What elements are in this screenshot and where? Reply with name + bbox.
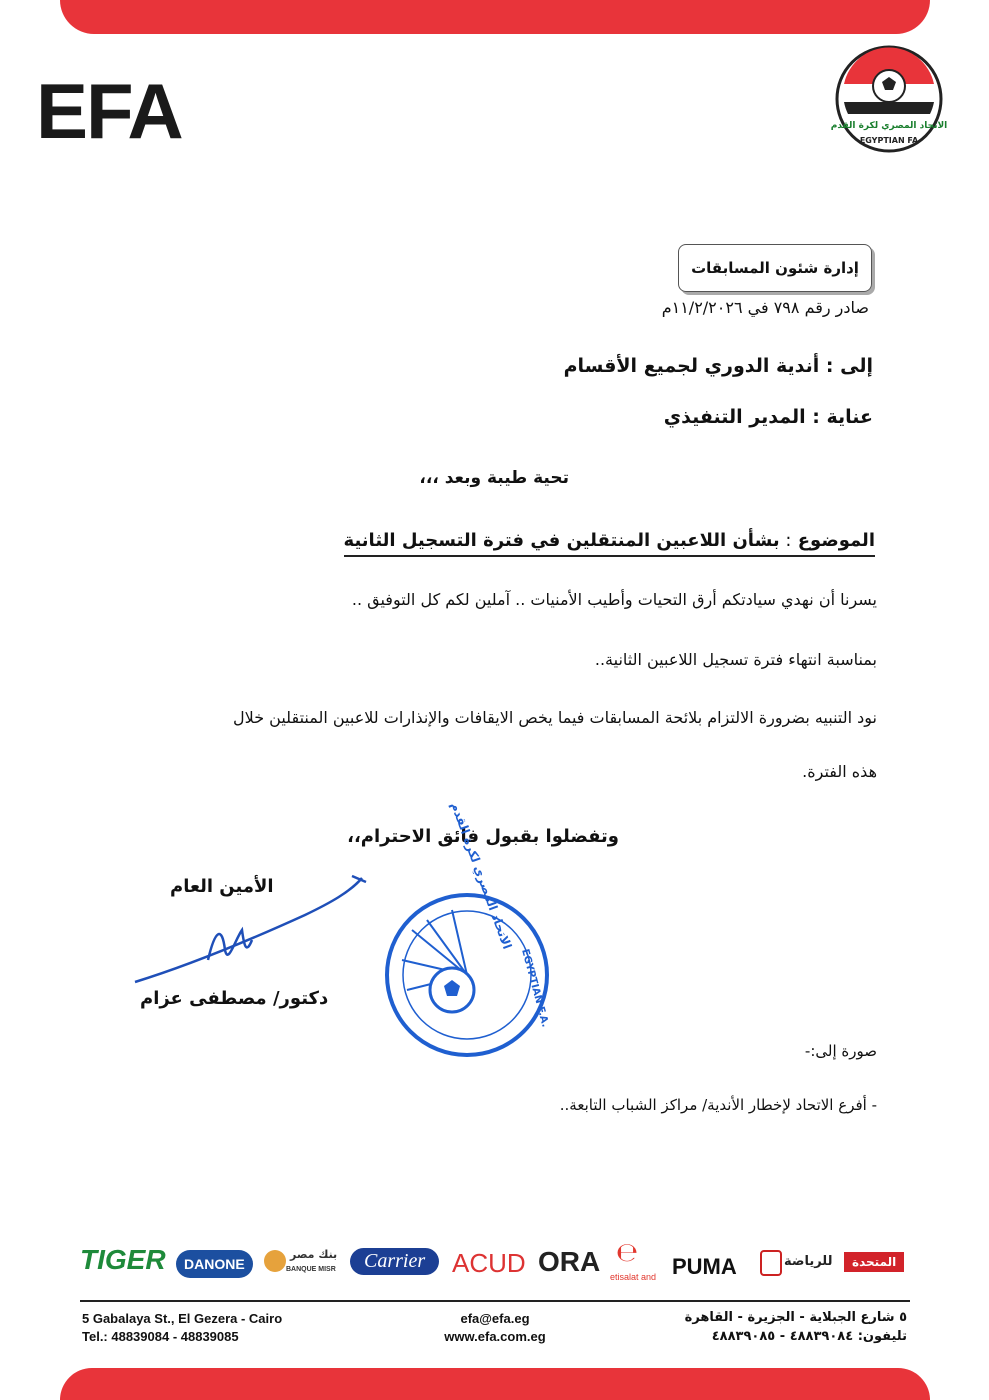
subject-label: الموضوع xyxy=(797,530,875,551)
sponsor-logos xyxy=(80,1238,910,1298)
sponsor-carrier: Carrier xyxy=(350,1248,439,1275)
sponsor-danone: DANONE xyxy=(176,1250,253,1278)
greeting: تحية طيبة وبعد ،،، xyxy=(419,468,569,488)
address-en-line-1: 5 Gabalaya St., El Gezera - Cairo xyxy=(82,1311,283,1326)
attention-label: عناية xyxy=(826,406,873,428)
subject-line: الموضوع : بشأن اللاعبين المنتقلين في فترة التسجيل الثانية xyxy=(344,530,875,557)
sponsor-ora: ORA xyxy=(538,1246,601,1277)
department-name: إدارة شئون المسابقات xyxy=(691,259,859,277)
sponsor-banque-misr-ar: بنك مصر xyxy=(290,1248,338,1261)
bottom-red-bar xyxy=(60,1368,930,1400)
subject-value: بشأن اللاعبين المنتقلين في فترة التسجيل الثانية xyxy=(343,530,780,551)
copy-to-label: صورة إلى:- xyxy=(804,1042,877,1060)
handwritten-signature xyxy=(130,870,370,990)
etisalat-icon: ℮ xyxy=(616,1238,639,1268)
footer-divider xyxy=(80,1300,910,1302)
sponsor-acud: ACUD xyxy=(452,1248,526,1278)
united-sports-icon xyxy=(760,1250,782,1276)
signatory-title: الأمين العام xyxy=(170,876,274,897)
banque-misr-icon xyxy=(264,1250,286,1272)
sponsor-puma: PUMA xyxy=(672,1254,737,1279)
copy-to-recipient: - أفرع الاتحاد لإخطار الأندية/ مراكز الشباب التابعة.. xyxy=(559,1096,877,1114)
paragraph-3-line-1: نود التنبيه بضرورة الالتزام بلائحة المسابقات فيما يخص الايقافات والإنذارات للاعبين المنتقلين خلال xyxy=(233,708,877,727)
issue-number: صادر رقم ٧٩٨ في ١١/٢/٢٠٢٦م xyxy=(661,298,869,317)
paragraph-2: بمناسبة انتهاء فترة تسجيل اللاعبين الثانية.. xyxy=(594,650,877,669)
closing-line: وتفضلوا بقبول فائق الاحترام،، xyxy=(347,826,619,847)
address-arabic xyxy=(685,1308,907,1346)
egyptian-fa-logo xyxy=(830,44,948,154)
paragraph-1: يسرنا أن نهدي سيادتكم أرق التحيات وأطيب الأمنيات .. آملين لكم كل التوفيق .. xyxy=(351,590,877,609)
department-box xyxy=(678,244,872,292)
recipient-label: إلى xyxy=(840,355,873,377)
contact-info xyxy=(410,1310,580,1346)
sponsor-united-badge: المتحدة xyxy=(844,1252,904,1272)
efa-wordmark: EFA xyxy=(36,67,182,155)
logo-english-text: EGYPTIAN FA xyxy=(859,136,919,145)
attention-value: المدير التنفيذي xyxy=(663,406,806,428)
recipient-line: إلى : أندية الدوري لجميع الأقسام xyxy=(563,355,873,377)
website-link[interactable]: www.efa.com.eg xyxy=(444,1329,546,1344)
signatory-name: دكتور/ مصطفى عزام xyxy=(140,988,329,1009)
attention-line: عناية : المدير التنفيذي xyxy=(663,406,873,428)
sponsor-united-sports: للرياضة xyxy=(784,1254,833,1269)
stamp-english-text: EGYPTIAN F.A. xyxy=(519,947,551,1029)
top-red-bar xyxy=(60,0,930,34)
address-english xyxy=(82,1310,282,1346)
sponsor-tiger: TIGER xyxy=(80,1244,166,1275)
address-en-line-2: Tel.: 48839084 - 48839085 xyxy=(82,1329,239,1344)
stamp-arabic-text: الاتحاد المصري لكرة القدم xyxy=(448,800,515,952)
paragraph-3-line-2: هذه الفترة. xyxy=(802,762,877,781)
logo-arabic-text: الاتحاد المصري لكرة القدم xyxy=(830,121,948,131)
address-ar-line-2: تليفون: ٤٨٨٣٩٠٨٤ - ٤٨٨٣٩٠٨٥ xyxy=(711,1329,907,1344)
recipient-value: أندية الدوري لجميع الأقسام xyxy=(563,355,820,377)
address-ar-line-1: ٥ شارع الجبلاية - الجزيرة - القاهرة xyxy=(684,1310,907,1325)
email-link[interactable]: efa@efa.eg xyxy=(460,1311,530,1326)
sponsor-etisalat: etisalat and xyxy=(610,1272,657,1282)
sponsor-banque-misr-en: BANQUE MISR xyxy=(286,1266,336,1273)
